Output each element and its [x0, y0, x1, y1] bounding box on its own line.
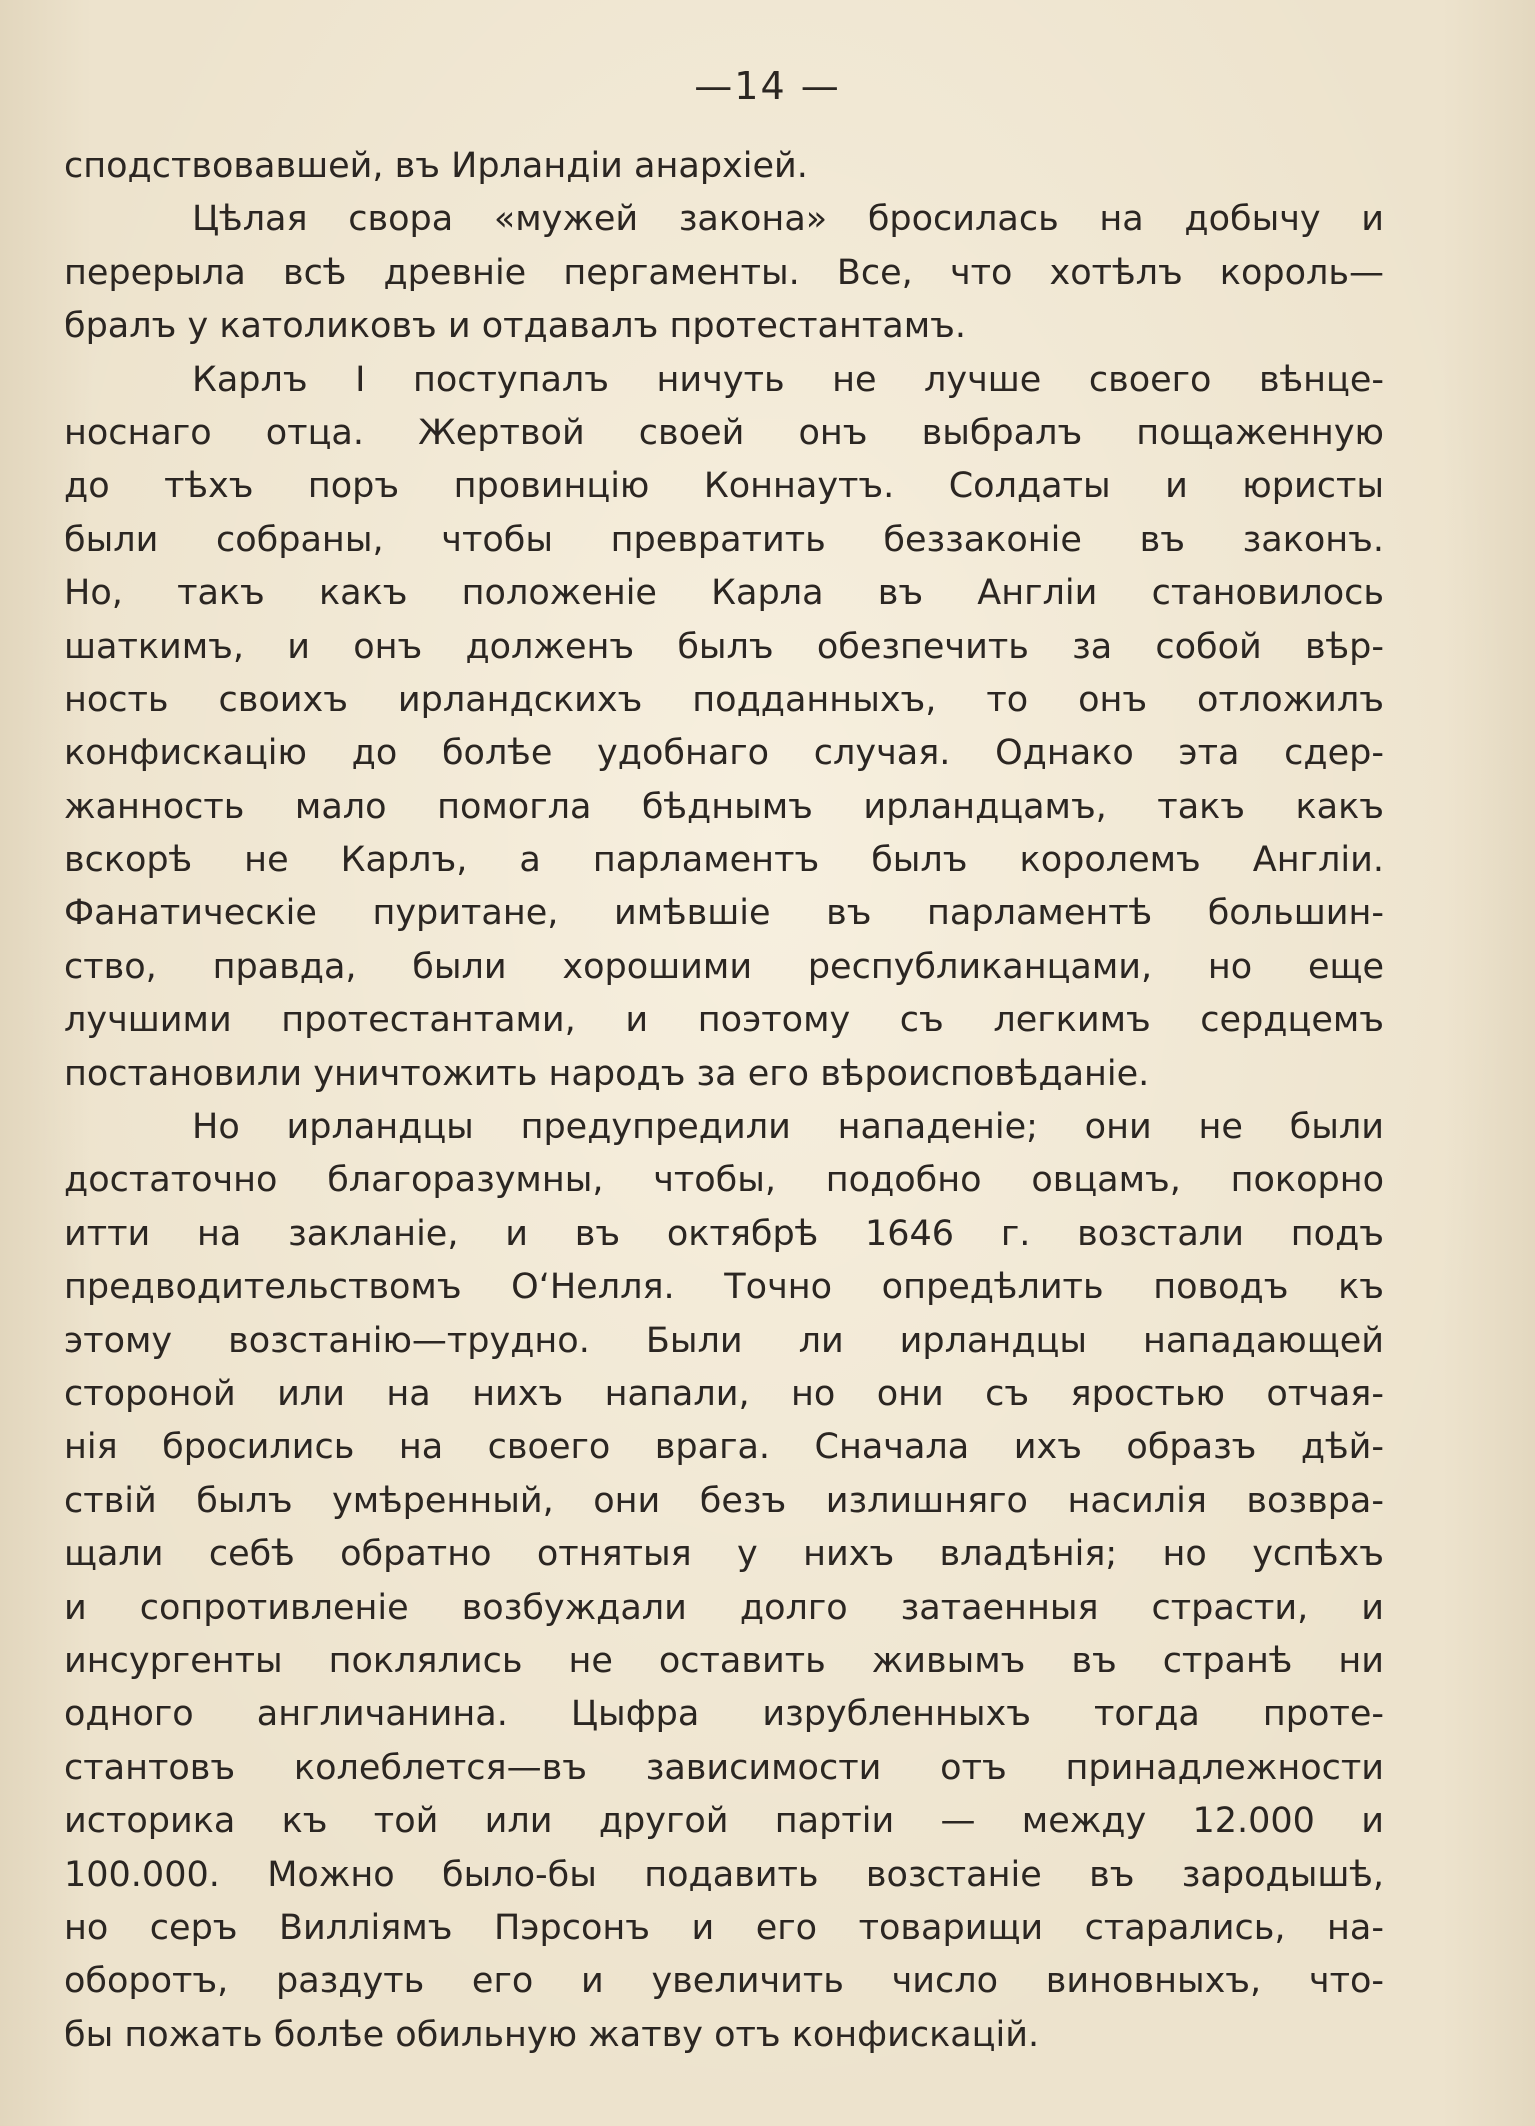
text-line: ность своихъ ирландскихъ подданныхъ, то онъ отложилъ — [64, 679, 1384, 720]
text-line: постановили уничтожить народъ за его вѣроисповѣданіе. — [64, 1053, 1150, 1094]
text-line: сподствовавшей, въ Ирландіи анархіей. — [64, 146, 808, 186]
text-line: оборотъ, раздуть его и увеличить число виновныхъ, что- — [64, 1961, 1384, 2002]
text-line: одного англичанина. Цыфра изрубленныхъ тогда проте- — [64, 1694, 1384, 1735]
page-number: —14 — — [694, 64, 841, 108]
text-line: щали себѣ обратно отнятыя у нихъ владѣнія; но успѣхъ — [64, 1534, 1384, 1575]
text-line: предводительствомъ О‘Нелля. Точно опредѣлить поводъ къ — [64, 1267, 1384, 1308]
text-line: носнаго отца. Жертвой своей онъ выбралъ пощаженную — [64, 412, 1384, 453]
text-line: ство, правда, были хорошими республиканцами, но еще — [64, 946, 1384, 987]
text-line: историка къ той или другой партіи — между 12.000 и — [64, 1801, 1384, 1842]
text-line: были собраны, чтобы превратить беззаконіе въ законъ. — [64, 519, 1384, 560]
body-text — [64, 140, 1384, 2062]
text-line: шаткимъ, и онъ долженъ былъ обезпечить за собой вѣр- — [64, 626, 1384, 667]
text-line: достаточно благоразумны, чтобы, подобно овцамъ, покорно — [64, 1160, 1384, 1201]
text-line: Цѣлая свора «мужей закона» бросилась на добычу и — [192, 199, 1384, 240]
text-line: Но ирландцы предупредили нападеніе; они не были — [192, 1107, 1384, 1148]
text-line: до тѣхъ поръ провинцію Коннаутъ. Солдаты и юристы — [64, 466, 1384, 507]
text-line: жанность мало помогла бѣднымъ ирландцамъ, такъ какъ — [64, 786, 1384, 827]
text-line: вскорѣ не Карлъ, а парламентъ былъ королемъ Англіи. — [64, 840, 1384, 881]
text-line: и сопротивленіе возбуждали долго затаенныя страсти, и — [64, 1587, 1384, 1628]
text-line: стороной или на нихъ напали, но они съ яростью отчая- — [64, 1373, 1384, 1414]
text-line: бралъ у католиковъ и отдавалъ протестантамъ. — [64, 306, 966, 347]
text-line: 100.000. Можно было-бы подавить возстаніе въ зародышѣ, — [64, 1854, 1384, 1895]
text-line: итти на закланіе, и въ октябрѣ 1646 г. возстали подъ — [64, 1213, 1384, 1254]
text-line: этому возстанію—трудно. Были ли ирландцы нападающей — [64, 1320, 1384, 1361]
text-line: ствій былъ умѣренный, они безъ излишняго насилія возвра- — [64, 1480, 1384, 1521]
text-line: нія бросились на своего врага. Сначала ихъ образъ дѣй- — [64, 1427, 1384, 1468]
text-line: Фанатическіе пуритане, имѣвшіе въ парламентѣ большин- — [64, 893, 1384, 934]
text-line: бы пожать болѣе обильную жатву отъ конфискацій. — [64, 2014, 1040, 2055]
text-line: но серъ Вилліямъ Пэрсонъ и его товарищи старались, на- — [64, 1907, 1384, 1948]
text-line: Но, такъ какъ положеніе Карла въ Англіи становилось — [64, 573, 1384, 614]
text-line: перерыла всѣ древніе пергаменты. Все, что хотѣлъ король— — [64, 252, 1384, 293]
text-line: конфискацію до болѣе удобнаго случая. Однако эта сдер- — [64, 733, 1384, 774]
text-line: Карлъ I поступалъ ничуть не лучше своего вѣнце- — [192, 359, 1384, 400]
text-line: лучшими протестантами, и поэтому съ легкимъ сердцемъ — [64, 1000, 1384, 1041]
text-line: стантовъ колеблется—въ зависимости отъ принадлежности — [64, 1747, 1384, 1788]
text-line: инсургенты поклялись не оставить живымъ въ странѣ ни — [64, 1640, 1384, 1681]
